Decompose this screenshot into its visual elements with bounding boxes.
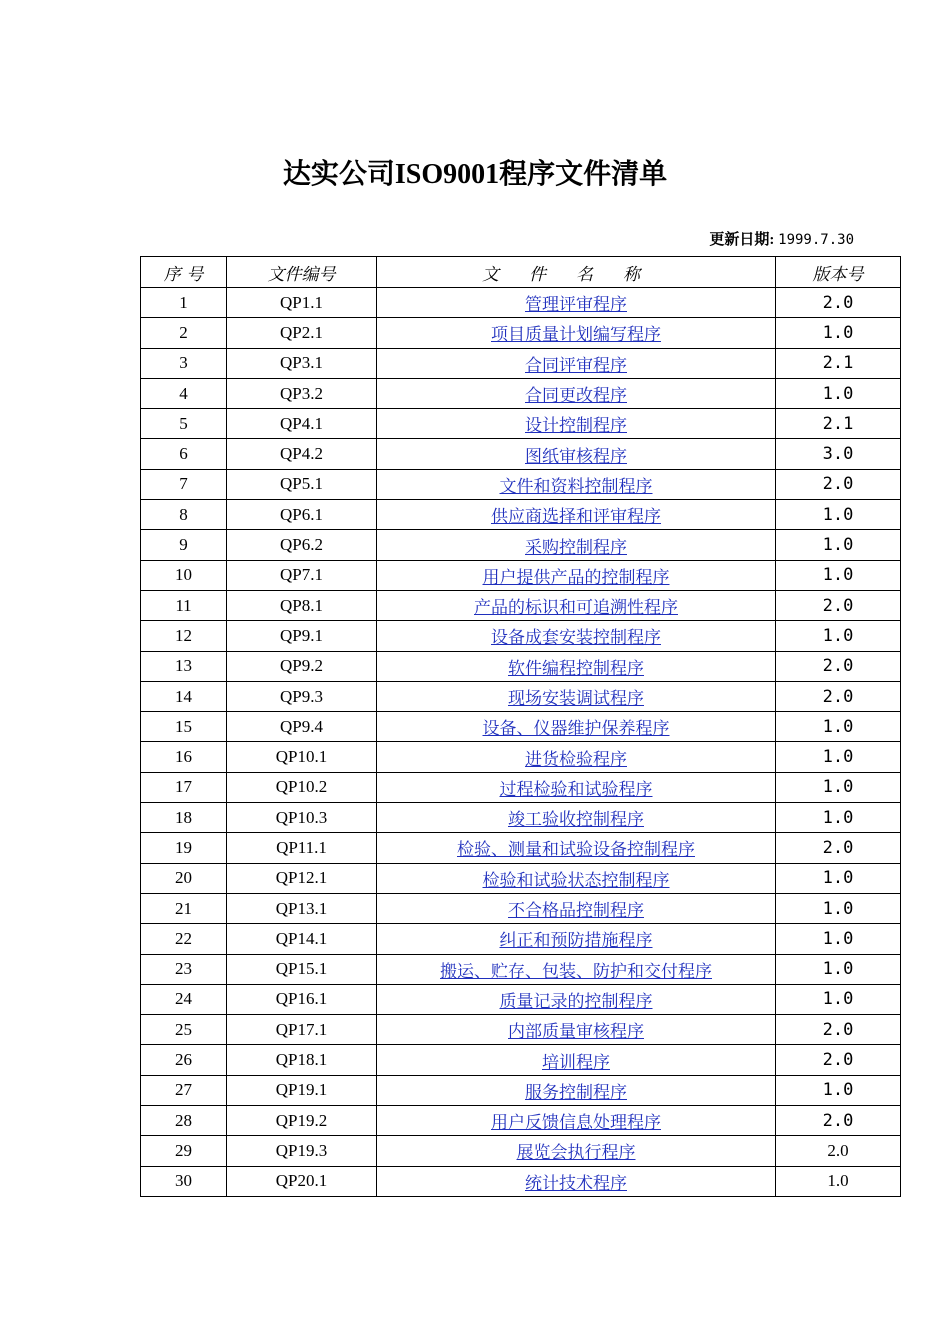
document-link[interactable]: 检验、测量和试验设备控制程序 bbox=[457, 840, 695, 860]
document-link[interactable]: 软件编程控制程序 bbox=[508, 658, 644, 678]
row-version: 1.0 bbox=[776, 803, 901, 833]
table-row bbox=[141, 409, 901, 439]
row-name-cell bbox=[377, 1075, 776, 1105]
row-version: 2.0 bbox=[776, 651, 901, 681]
document-link[interactable]: 图纸审核程序 bbox=[525, 446, 627, 466]
row-seq: 8 bbox=[141, 500, 227, 530]
row-version: 1.0 bbox=[776, 742, 901, 772]
table-row bbox=[141, 924, 901, 954]
row-name-cell bbox=[377, 590, 776, 620]
document-link[interactable]: 检验和试验状态控制程序 bbox=[482, 870, 670, 890]
row-name-cell bbox=[377, 500, 776, 530]
row-version: 1.0 bbox=[776, 772, 901, 802]
row-seq: 6 bbox=[141, 439, 227, 469]
row-version: 2.1 bbox=[776, 409, 901, 439]
row-version: 2.0 bbox=[776, 1136, 901, 1166]
table-row bbox=[141, 1106, 901, 1136]
row-seq: 1 bbox=[141, 288, 227, 318]
row-name-cell bbox=[377, 378, 776, 408]
row-version: 2.0 bbox=[776, 1015, 901, 1045]
row-version: 1.0 bbox=[776, 863, 901, 893]
row-name-cell bbox=[377, 318, 776, 348]
row-code: QP15.1 bbox=[227, 954, 377, 984]
row-code: QP3.2 bbox=[227, 378, 377, 408]
table-header-row bbox=[141, 257, 901, 288]
row-version: 2.0 bbox=[776, 833, 901, 863]
row-code: QP2.1 bbox=[227, 318, 377, 348]
page-title: 达实公司ISO9001程序文件清单 bbox=[282, 159, 668, 190]
row-version: 1.0 bbox=[776, 984, 901, 1014]
table-row bbox=[141, 590, 901, 620]
table-row bbox=[141, 893, 901, 923]
row-version: 2.1 bbox=[776, 348, 901, 378]
row-name-cell bbox=[377, 1106, 776, 1136]
row-code: QP10.1 bbox=[227, 742, 377, 772]
row-code: QP16.1 bbox=[227, 984, 377, 1014]
row-version: 2.0 bbox=[776, 1106, 901, 1136]
document-link[interactable]: 合同更改程序 bbox=[525, 386, 627, 406]
header-code: 文件编号 bbox=[227, 257, 377, 288]
row-code: QP10.2 bbox=[227, 772, 377, 802]
table-row bbox=[141, 1075, 901, 1105]
table-row bbox=[141, 651, 901, 681]
row-code: QP9.1 bbox=[227, 621, 377, 651]
table-row bbox=[141, 621, 901, 651]
row-name-cell bbox=[377, 681, 776, 711]
document-link[interactable]: 项目质量计划编写程序 bbox=[491, 325, 661, 345]
update-date-value: 1999.7.30 bbox=[778, 232, 854, 248]
row-name-cell bbox=[377, 742, 776, 772]
table-row bbox=[141, 681, 901, 711]
document-link[interactable]: 设计控制程序 bbox=[525, 416, 627, 436]
row-version: 1.0 bbox=[776, 1166, 901, 1196]
table-row bbox=[141, 772, 901, 802]
row-code: QP6.2 bbox=[227, 530, 377, 560]
update-date bbox=[709, 228, 854, 249]
row-code: QP7.1 bbox=[227, 560, 377, 590]
row-code: QP19.1 bbox=[227, 1075, 377, 1105]
row-seq: 30 bbox=[141, 1166, 227, 1196]
row-name-cell bbox=[377, 1045, 776, 1075]
row-code: QP9.2 bbox=[227, 651, 377, 681]
document-link[interactable]: 文件和资料控制程序 bbox=[499, 476, 653, 496]
document-link[interactable]: 管理评审程序 bbox=[525, 295, 627, 315]
document-link[interactable]: 供应商选择和评审程序 bbox=[491, 507, 661, 527]
document-link[interactable]: 过程检验和试验程序 bbox=[499, 779, 653, 799]
row-seq: 5 bbox=[141, 409, 227, 439]
table-row bbox=[141, 833, 901, 863]
row-seq: 22 bbox=[141, 924, 227, 954]
document-link[interactable]: 设备成套安装控制程序 bbox=[491, 628, 661, 648]
row-seq: 3 bbox=[141, 348, 227, 378]
row-version: 1.0 bbox=[776, 954, 901, 984]
row-code: QP8.1 bbox=[227, 590, 377, 620]
row-seq: 17 bbox=[141, 772, 227, 802]
row-name-cell bbox=[377, 469, 776, 499]
table-row bbox=[141, 500, 901, 530]
row-name-cell bbox=[377, 1166, 776, 1196]
document-link[interactable]: 设备、仪器维护保养程序 bbox=[482, 719, 670, 739]
row-code: QP20.1 bbox=[227, 1166, 377, 1196]
row-name-cell bbox=[377, 863, 776, 893]
row-version: 1.0 bbox=[776, 924, 901, 954]
header-seq: 序 号 bbox=[141, 257, 227, 288]
row-version: 3.0 bbox=[776, 439, 901, 469]
row-version: 1.0 bbox=[776, 893, 901, 923]
row-seq: 20 bbox=[141, 863, 227, 893]
row-name-cell bbox=[377, 954, 776, 984]
document-link[interactable]: 质量记录的控制程序 bbox=[499, 991, 653, 1011]
row-name-cell bbox=[377, 803, 776, 833]
row-seq: 16 bbox=[141, 742, 227, 772]
row-code: QP19.3 bbox=[227, 1136, 377, 1166]
row-code: QP4.2 bbox=[227, 439, 377, 469]
row-version: 2.0 bbox=[776, 469, 901, 499]
row-seq: 29 bbox=[141, 1136, 227, 1166]
row-seq: 27 bbox=[141, 1075, 227, 1105]
document-link[interactable]: 纠正和预防措施程序 bbox=[499, 931, 653, 951]
row-version: 1.0 bbox=[776, 621, 901, 651]
header-version: 版本号 bbox=[776, 257, 901, 288]
table-row bbox=[141, 530, 901, 560]
row-seq: 25 bbox=[141, 1015, 227, 1045]
row-code: QP13.1 bbox=[227, 893, 377, 923]
row-name-cell bbox=[377, 621, 776, 651]
document-link[interactable]: 统计技术程序 bbox=[525, 1173, 627, 1193]
table-row bbox=[141, 348, 901, 378]
row-name-cell bbox=[377, 712, 776, 742]
table-row bbox=[141, 560, 901, 590]
table-row bbox=[141, 439, 901, 469]
row-code: QP11.1 bbox=[227, 833, 377, 863]
row-name-cell bbox=[377, 439, 776, 469]
table-row bbox=[141, 863, 901, 893]
row-seq: 12 bbox=[141, 621, 227, 651]
row-version: 1.0 bbox=[776, 560, 901, 590]
row-seq: 24 bbox=[141, 984, 227, 1014]
document-link[interactable]: 采购控制程序 bbox=[525, 537, 627, 557]
row-code: QP5.1 bbox=[227, 469, 377, 499]
document-link[interactable]: 竣工验收控制程序 bbox=[508, 810, 644, 830]
row-seq: 28 bbox=[141, 1106, 227, 1136]
row-code: QP3.1 bbox=[227, 348, 377, 378]
row-code: QP9.4 bbox=[227, 712, 377, 742]
row-seq: 7 bbox=[141, 469, 227, 499]
row-version: 2.0 bbox=[776, 590, 901, 620]
row-seq: 10 bbox=[141, 560, 227, 590]
document-link[interactable]: 内部质量审核程序 bbox=[508, 1022, 644, 1042]
row-name-cell bbox=[377, 924, 776, 954]
row-code: QP1.1 bbox=[227, 288, 377, 318]
table-row bbox=[141, 1045, 901, 1075]
row-name-cell bbox=[377, 984, 776, 1014]
table-row bbox=[141, 318, 901, 348]
row-name-cell bbox=[377, 893, 776, 923]
row-code: QP18.1 bbox=[227, 1045, 377, 1075]
row-name-cell bbox=[377, 530, 776, 560]
table-row bbox=[141, 1136, 901, 1166]
row-version: 1.0 bbox=[776, 712, 901, 742]
row-name-cell bbox=[377, 409, 776, 439]
row-seq: 11 bbox=[141, 590, 227, 620]
document-link[interactable]: 用户反馈信息处理程序 bbox=[491, 1113, 661, 1133]
row-name-cell bbox=[377, 288, 776, 318]
table-row bbox=[141, 803, 901, 833]
row-code: QP19.2 bbox=[227, 1106, 377, 1136]
row-seq: 26 bbox=[141, 1045, 227, 1075]
row-version: 1.0 bbox=[776, 318, 901, 348]
update-date-label: 更新日期: bbox=[709, 232, 775, 248]
document-link[interactable]: 合同评审程序 bbox=[525, 355, 627, 375]
row-seq: 19 bbox=[141, 833, 227, 863]
row-seq: 14 bbox=[141, 681, 227, 711]
document-link[interactable]: 搬运、贮存、包装、防护和交付程序 bbox=[440, 961, 712, 981]
table-row bbox=[141, 742, 901, 772]
document-link[interactable]: 进货检验程序 bbox=[525, 749, 627, 769]
row-seq: 15 bbox=[141, 712, 227, 742]
row-name-cell bbox=[377, 560, 776, 590]
row-seq: 23 bbox=[141, 954, 227, 984]
row-name-cell bbox=[377, 348, 776, 378]
document-link[interactable]: 不合格品控制程序 bbox=[508, 901, 644, 921]
row-seq: 21 bbox=[141, 893, 227, 923]
row-code: QP17.1 bbox=[227, 1015, 377, 1045]
table-row bbox=[141, 954, 901, 984]
row-name-cell bbox=[377, 833, 776, 863]
table-row bbox=[141, 1166, 901, 1196]
procedure-table bbox=[140, 256, 901, 1197]
document-link[interactable]: 展览会执行程序 bbox=[516, 1143, 636, 1163]
document-link[interactable]: 用户提供产品的控制程序 bbox=[482, 567, 670, 587]
row-code: QP14.1 bbox=[227, 924, 377, 954]
row-seq: 2 bbox=[141, 318, 227, 348]
row-version: 2.0 bbox=[776, 1045, 901, 1075]
table-row bbox=[141, 1015, 901, 1045]
table-row bbox=[141, 984, 901, 1014]
row-name-cell bbox=[377, 772, 776, 802]
document-link[interactable]: 培训程序 bbox=[542, 1052, 610, 1072]
row-code: QP4.1 bbox=[227, 409, 377, 439]
row-version: 2.0 bbox=[776, 288, 901, 318]
row-code: QP12.1 bbox=[227, 863, 377, 893]
table-row bbox=[141, 378, 901, 408]
row-seq: 9 bbox=[141, 530, 227, 560]
row-code: QP6.1 bbox=[227, 500, 377, 530]
row-seq: 13 bbox=[141, 651, 227, 681]
row-seq: 4 bbox=[141, 378, 227, 408]
row-name-cell bbox=[377, 1015, 776, 1045]
document-link[interactable]: 产品的标识和可追溯性程序 bbox=[474, 598, 678, 618]
row-version: 1.0 bbox=[776, 378, 901, 408]
row-name-cell bbox=[377, 651, 776, 681]
row-code: QP9.3 bbox=[227, 681, 377, 711]
table-row bbox=[141, 288, 901, 318]
row-name-cell bbox=[377, 1136, 776, 1166]
row-version: 1.0 bbox=[776, 500, 901, 530]
table-row bbox=[141, 469, 901, 499]
header-name: 文件名称 bbox=[377, 257, 776, 288]
row-code: QP10.3 bbox=[227, 803, 377, 833]
row-version: 1.0 bbox=[776, 530, 901, 560]
row-version: 1.0 bbox=[776, 1075, 901, 1105]
document-link[interactable]: 服务控制程序 bbox=[525, 1082, 627, 1102]
row-version: 2.0 bbox=[776, 681, 901, 711]
document-link[interactable]: 现场安装调试程序 bbox=[508, 689, 644, 708]
table-row bbox=[141, 712, 901, 742]
row-seq: 18 bbox=[141, 803, 227, 833]
